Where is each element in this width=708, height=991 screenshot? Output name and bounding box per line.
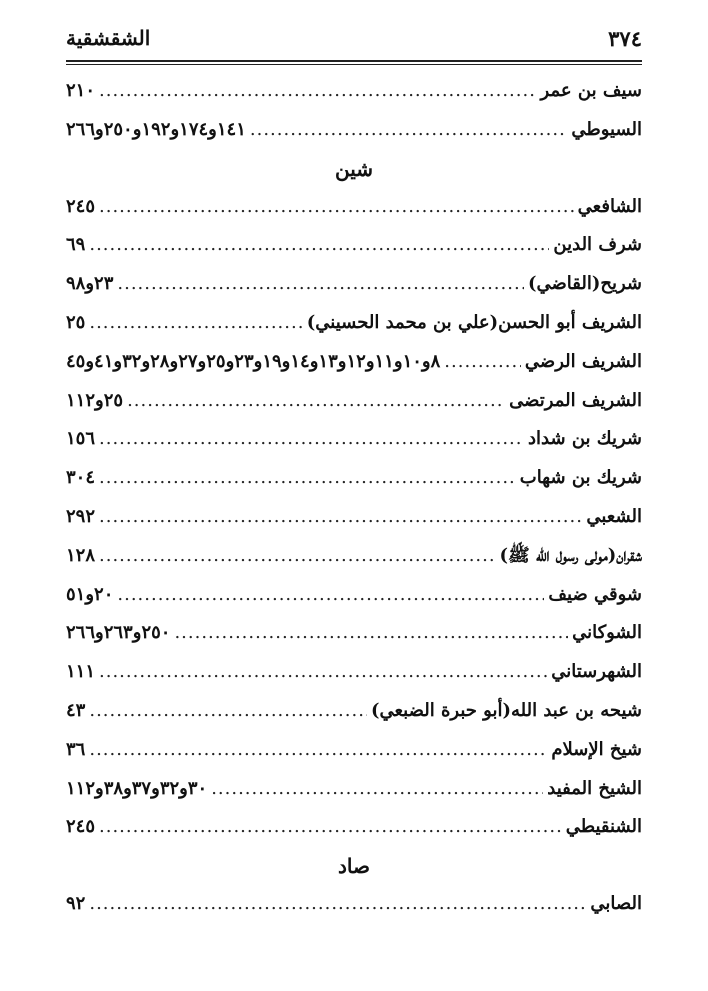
entry-pages: ٢٤٥ (66, 816, 96, 838)
index-entry (66, 226, 642, 265)
index-entry (66, 770, 642, 809)
entry-pages: ٢٤٥ (66, 195, 96, 217)
entry-name: الشعبي (586, 505, 642, 527)
index-entry (66, 111, 642, 150)
index-entry (66, 692, 642, 731)
entry-pages: ٢٥و١١٢ (66, 389, 124, 411)
entry-name: شريك بن شهاب (519, 467, 642, 489)
index-list (66, 72, 642, 924)
index-entry (66, 459, 642, 498)
entry-name: الشريف المرتضى (509, 389, 642, 411)
index-entry (66, 72, 642, 111)
page-header (66, 26, 642, 56)
leader-dots (89, 226, 549, 265)
leader-dots (250, 111, 568, 150)
index-entry (66, 420, 642, 459)
entry-pages: ٢٥٠و٢٦٣و٢٦٦ (66, 622, 171, 644)
entry-name: الشوكاني (572, 622, 642, 644)
entry-name: الشريف الرضي (524, 350, 642, 372)
entry-name: شقران(مولى رسول الله ﷺ) (499, 544, 642, 566)
header-rule (66, 60, 642, 62)
index-entry (66, 576, 642, 615)
index-entry (66, 614, 642, 653)
entry-name: الشافعي (577, 195, 642, 217)
index-entry (66, 188, 642, 227)
entry-pages: ٢٩٢ (66, 505, 96, 527)
entry-name: شيحه بن عبد الله(أبو حبرة الضبعي) (370, 699, 642, 721)
index-entry (66, 265, 642, 304)
index-entry (66, 343, 642, 382)
entry-name: الشيخ المفيد (547, 777, 642, 799)
leader-dots (99, 72, 537, 111)
leader-dots (99, 420, 524, 459)
index-page (66, 0, 642, 991)
entry-name: السيوطي (571, 118, 642, 140)
entry-pages: ٣٠٤ (66, 467, 96, 489)
entry-name: شيخ الإسلام (551, 738, 642, 760)
entry-pages: ١٢٨ (66, 544, 96, 566)
section-heading: شين (334, 156, 374, 181)
leader-dots (174, 614, 568, 653)
leader-dots (99, 808, 562, 847)
entry-name: الصابي (590, 893, 642, 915)
entry-pages: ٢٥ (66, 311, 86, 333)
leader-dots (99, 498, 582, 537)
leader-dots (99, 537, 495, 576)
entry-name: الشهرستاني (551, 661, 642, 683)
entry-name: شرف الدين (553, 234, 642, 256)
entry-pages: ٢٣و٩٨ (66, 273, 114, 295)
leader-dots (444, 343, 521, 382)
index-entry (66, 653, 642, 692)
entry-name: الشريف أبو الحسن(علي بن محمد الحسيني) (306, 311, 642, 333)
entry-pages: ٣٠و٣٢و٣٧و٣٨و١١٢ (66, 777, 208, 799)
index-entry (66, 498, 642, 537)
leader-dots (211, 770, 543, 809)
section-heading: صاد (338, 854, 370, 879)
entry-pages: ٢١٠ (66, 80, 96, 101)
entry-pages: ٣٦ (66, 738, 86, 760)
leader-dots (99, 459, 516, 498)
leader-dots (117, 265, 524, 304)
leader-dots (99, 188, 574, 227)
index-entry (66, 808, 642, 847)
entry-name: شريك بن شداد (528, 428, 642, 450)
index-entry (66, 731, 642, 770)
entry-pages: ١١١ (66, 661, 96, 683)
index-entry (66, 537, 642, 576)
entry-pages: ١٤١و١٧٤و١٩٢و٢٥٠و٢٦٦ (66, 118, 246, 140)
entry-pages: ٤٣ (66, 699, 86, 721)
running-title: الشقشقية (66, 26, 151, 50)
entry-pages: ٢٠و٥١ (66, 583, 114, 605)
leader-dots (89, 304, 302, 343)
leader-dots (127, 382, 505, 421)
header-rule-thin (66, 64, 642, 65)
entry-pages: ١٥٦ (66, 428, 96, 450)
leader-dots (117, 576, 544, 615)
index-entry (66, 885, 642, 924)
leader-dots (89, 731, 547, 770)
entry-name: شوقي ضيف (548, 583, 642, 605)
entry-name: سيف بن عمر (540, 80, 642, 101)
page-number: ٣٧٤ (608, 26, 642, 51)
entry-name: شريح(القاضي) (527, 273, 642, 295)
entry-pages: ٨و١٠و١١و١٢و١٣و١٤و١٩و٢٣و٢٥و٢٧و٢٨و٣٢و٤١و٤٥ (66, 350, 441, 372)
leader-dots (99, 653, 547, 692)
leader-dots (89, 692, 367, 731)
index-entry (66, 304, 642, 343)
entry-pages: ٦٩ (66, 234, 86, 256)
entry-name: الشنقيطي (565, 816, 642, 838)
index-entry (66, 382, 642, 421)
leader-dots (89, 885, 586, 924)
entry-pages: ٩٢ (66, 893, 86, 915)
